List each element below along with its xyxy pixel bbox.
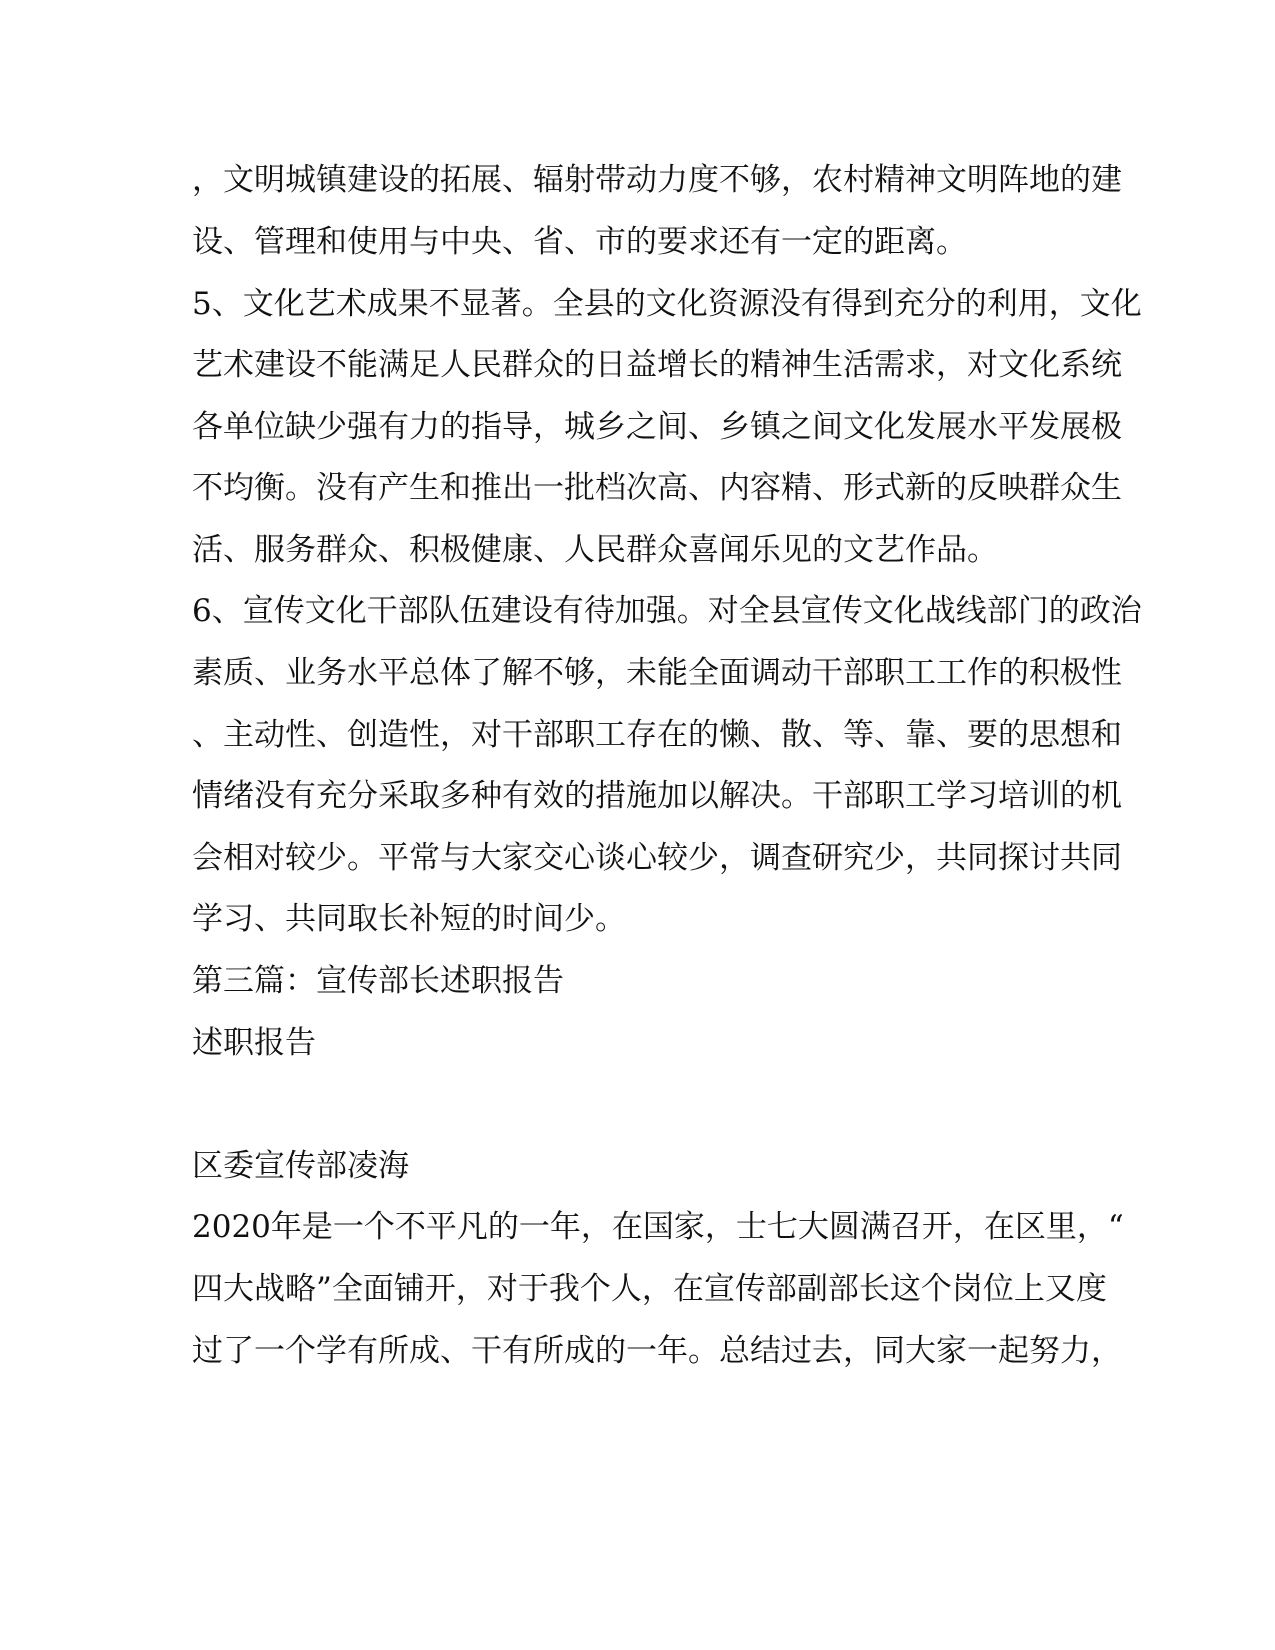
- paragraph-line: 设、管理和使用与中央、省、市的要求还有一定的距离。: [192, 224, 967, 260]
- paragraph-line: 情绪没有充分采取多种有效的措施加以解决。干部职工学习培训的机: [192, 778, 1122, 814]
- section-heading: 第三篇：宣传部长述职报告: [192, 963, 564, 999]
- paragraph-line: 2020年是一个不平凡的一年，在国家，士七大圆满召开，在区里，“: [192, 1209, 1124, 1245]
- paragraph-line: 5、文化艺术成果不显著。全县的文化资源没有得到充分的利用，文化: [192, 286, 1142, 322]
- paragraph-line: 四大战略”全面铺开，对于我个人，在宣传部副部长这个岗位上又度: [192, 1271, 1107, 1307]
- paragraph-line: 艺术建设不能满足人民群众的日益增长的精神生活需求，对文化系统: [192, 347, 1122, 383]
- paragraph-line: 不均衡。没有产生和推出一批档次高、内容精、形式新的反映群众生: [192, 470, 1122, 506]
- paragraph-line: 素质、业务水平总体了解不够，未能全面调动干部职工工作的积极性: [192, 655, 1122, 691]
- author-line: 区委宣传部凌海: [192, 1148, 409, 1184]
- paragraph-line: 活、服务群众、积极健康、人民群众喜闻乐见的文艺作品。: [192, 532, 998, 568]
- paragraph-line: 会相对较少。平常与大家交心谈心较少，调查研究少，共同探讨共同: [192, 840, 1122, 876]
- paragraph-line: 学习、共同取长补短的时间少。: [192, 901, 626, 937]
- paragraph-line: ，文明城镇建设的拓展、辐射带动力度不够，农村精神文明阵地的建: [192, 162, 1122, 198]
- report-title: 述职报告: [192, 1025, 316, 1061]
- paragraph-line: 过了一个学有所成、干有所成的一年。总结过去，同大家一起努力，: [192, 1333, 1122, 1369]
- paragraph-line: 、主动性、创造性，对干部职工存在的懒、散、等、靠、要的思想和: [192, 717, 1122, 753]
- paragraph-line: 6、宣传文化干部队伍建设有待加强。对全县宣传文化战线部门的政治: [192, 593, 1142, 629]
- paragraph-line: 各单位缺少强有力的指导，城乡之间、乡镇之间文化发展水平发展极: [192, 409, 1122, 445]
